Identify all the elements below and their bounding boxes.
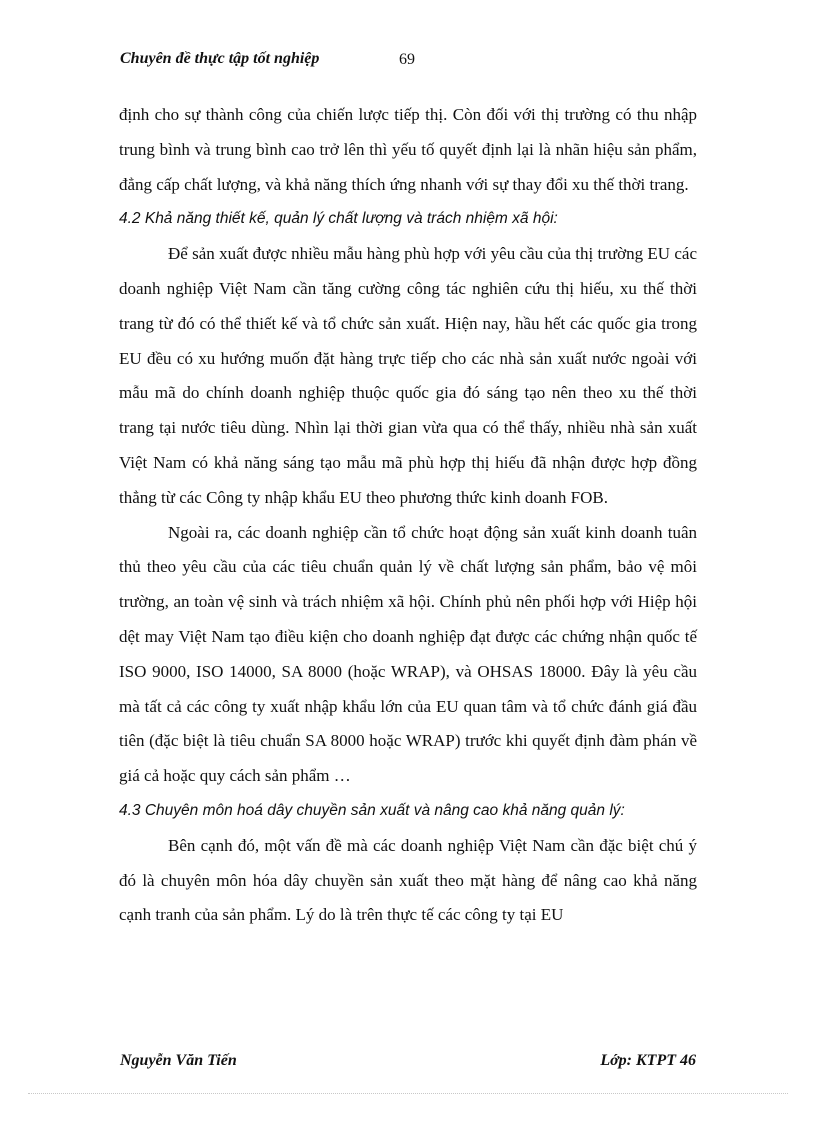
class-label: Lớp: KTPT 46	[600, 1052, 696, 1069]
paragraph-continuation: định cho sự thành công của chiến lược tiếp thị. Còn đối với thị trường có thu nhập trung bình và trung bình cao trở lên thì yếu tố quyết định lại là nhãn hiệu sản phẩm, đẳng cấp chất lượng, và khả năng thích ứng nhanh với sự thay đổi xu thế thời trang.	[119, 105, 697, 194]
section-heading-4-2: 4.2 Khả năng thiết kế, quản lý chất lượng và trách nhiệm xã hội:	[119, 210, 558, 228]
document-title: Chuyên đề thực tập tốt nghiệp	[120, 50, 320, 67]
page-bottom-edge	[28, 1093, 788, 1094]
paragraph-standards: Ngoài ra, các doanh nghiệp cần tổ chức hoạt động sản xuất kinh doanh tuân thủ theo yêu cầu của các tiêu chuẩn quản lý về chất lượng sản phẩm, bảo vệ môi trường, an toàn vệ sinh và trách nhiệm xã hội. Chính phủ nên phối hợp với Hiệp hội dệt may Việt Nam tạo điều kiện cho doanh nghiệp đạt được các chứng nhận quốc tế ISO 9000, ISO 14000, SA 8000 (hoặc WRAP), và OHSAS 18000. Đây là yêu cầu mà tất cả các công ty xuất nhập khẩu lớn của EU quan tâm và tổ chức đánh giá đầu tiên (đặc biệt là tiêu chuẩn SA 8000 hoặc WRAP) trước khi quyết định đàm phán về giá cả hoặc quy cách sản phẩm …	[119, 522, 697, 786]
paragraph-design: Để sản xuất được nhiều mẫu hàng phù hợp với yêu cầu của thị trường EU các doanh nghiệp Việt Nam cần tăng cường công tác nghiên cứu thị hiếu, xu thế thời trang từ đó có thể thiết kế và tổ chức sản xuất. Hiện nay, hầu hết các quốc gia trong EU đều có xu hướng muốn đặt hàng trực tiếp cho các nhà sản xuất nước ngoài với mẫu mã do chính doanh nghiệp thuộc quốc gia đó sáng tạo nên theo xu thế thời trang tại nước tiêu dùng. Nhìn lại thời gian vừa qua có thể thấy, nhiều nhà sản xuất Việt Nam có khả năng sáng tạo mẫu mã phù hợp thị hiếu đã nhận được hợp đồng thẳng từ các Công ty nhập khẩu EU theo phương thức kinh doanh FOB.	[119, 244, 697, 507]
section-heading-4-3: 4.3 Chuyên môn hoá dây chuyền sản xuất và nâng cao khả năng quản lý:	[119, 801, 625, 819]
paragraph-specialization: Bên cạnh đó, một vấn đề mà các doanh nghiệp Việt Nam cần đặc biệt chú ý đó là chuyên môn hóa dây chuyền sản xuất theo mặt hàng để nâng cao khả năng cạnh tranh của sản phẩm. Lý do là trên thực tế các công ty tại EU	[119, 835, 697, 925]
author-name: Nguyễn Văn Tiến	[120, 1052, 237, 1069]
document-body	[119, 98, 697, 933]
page-number: 69	[399, 51, 415, 68]
